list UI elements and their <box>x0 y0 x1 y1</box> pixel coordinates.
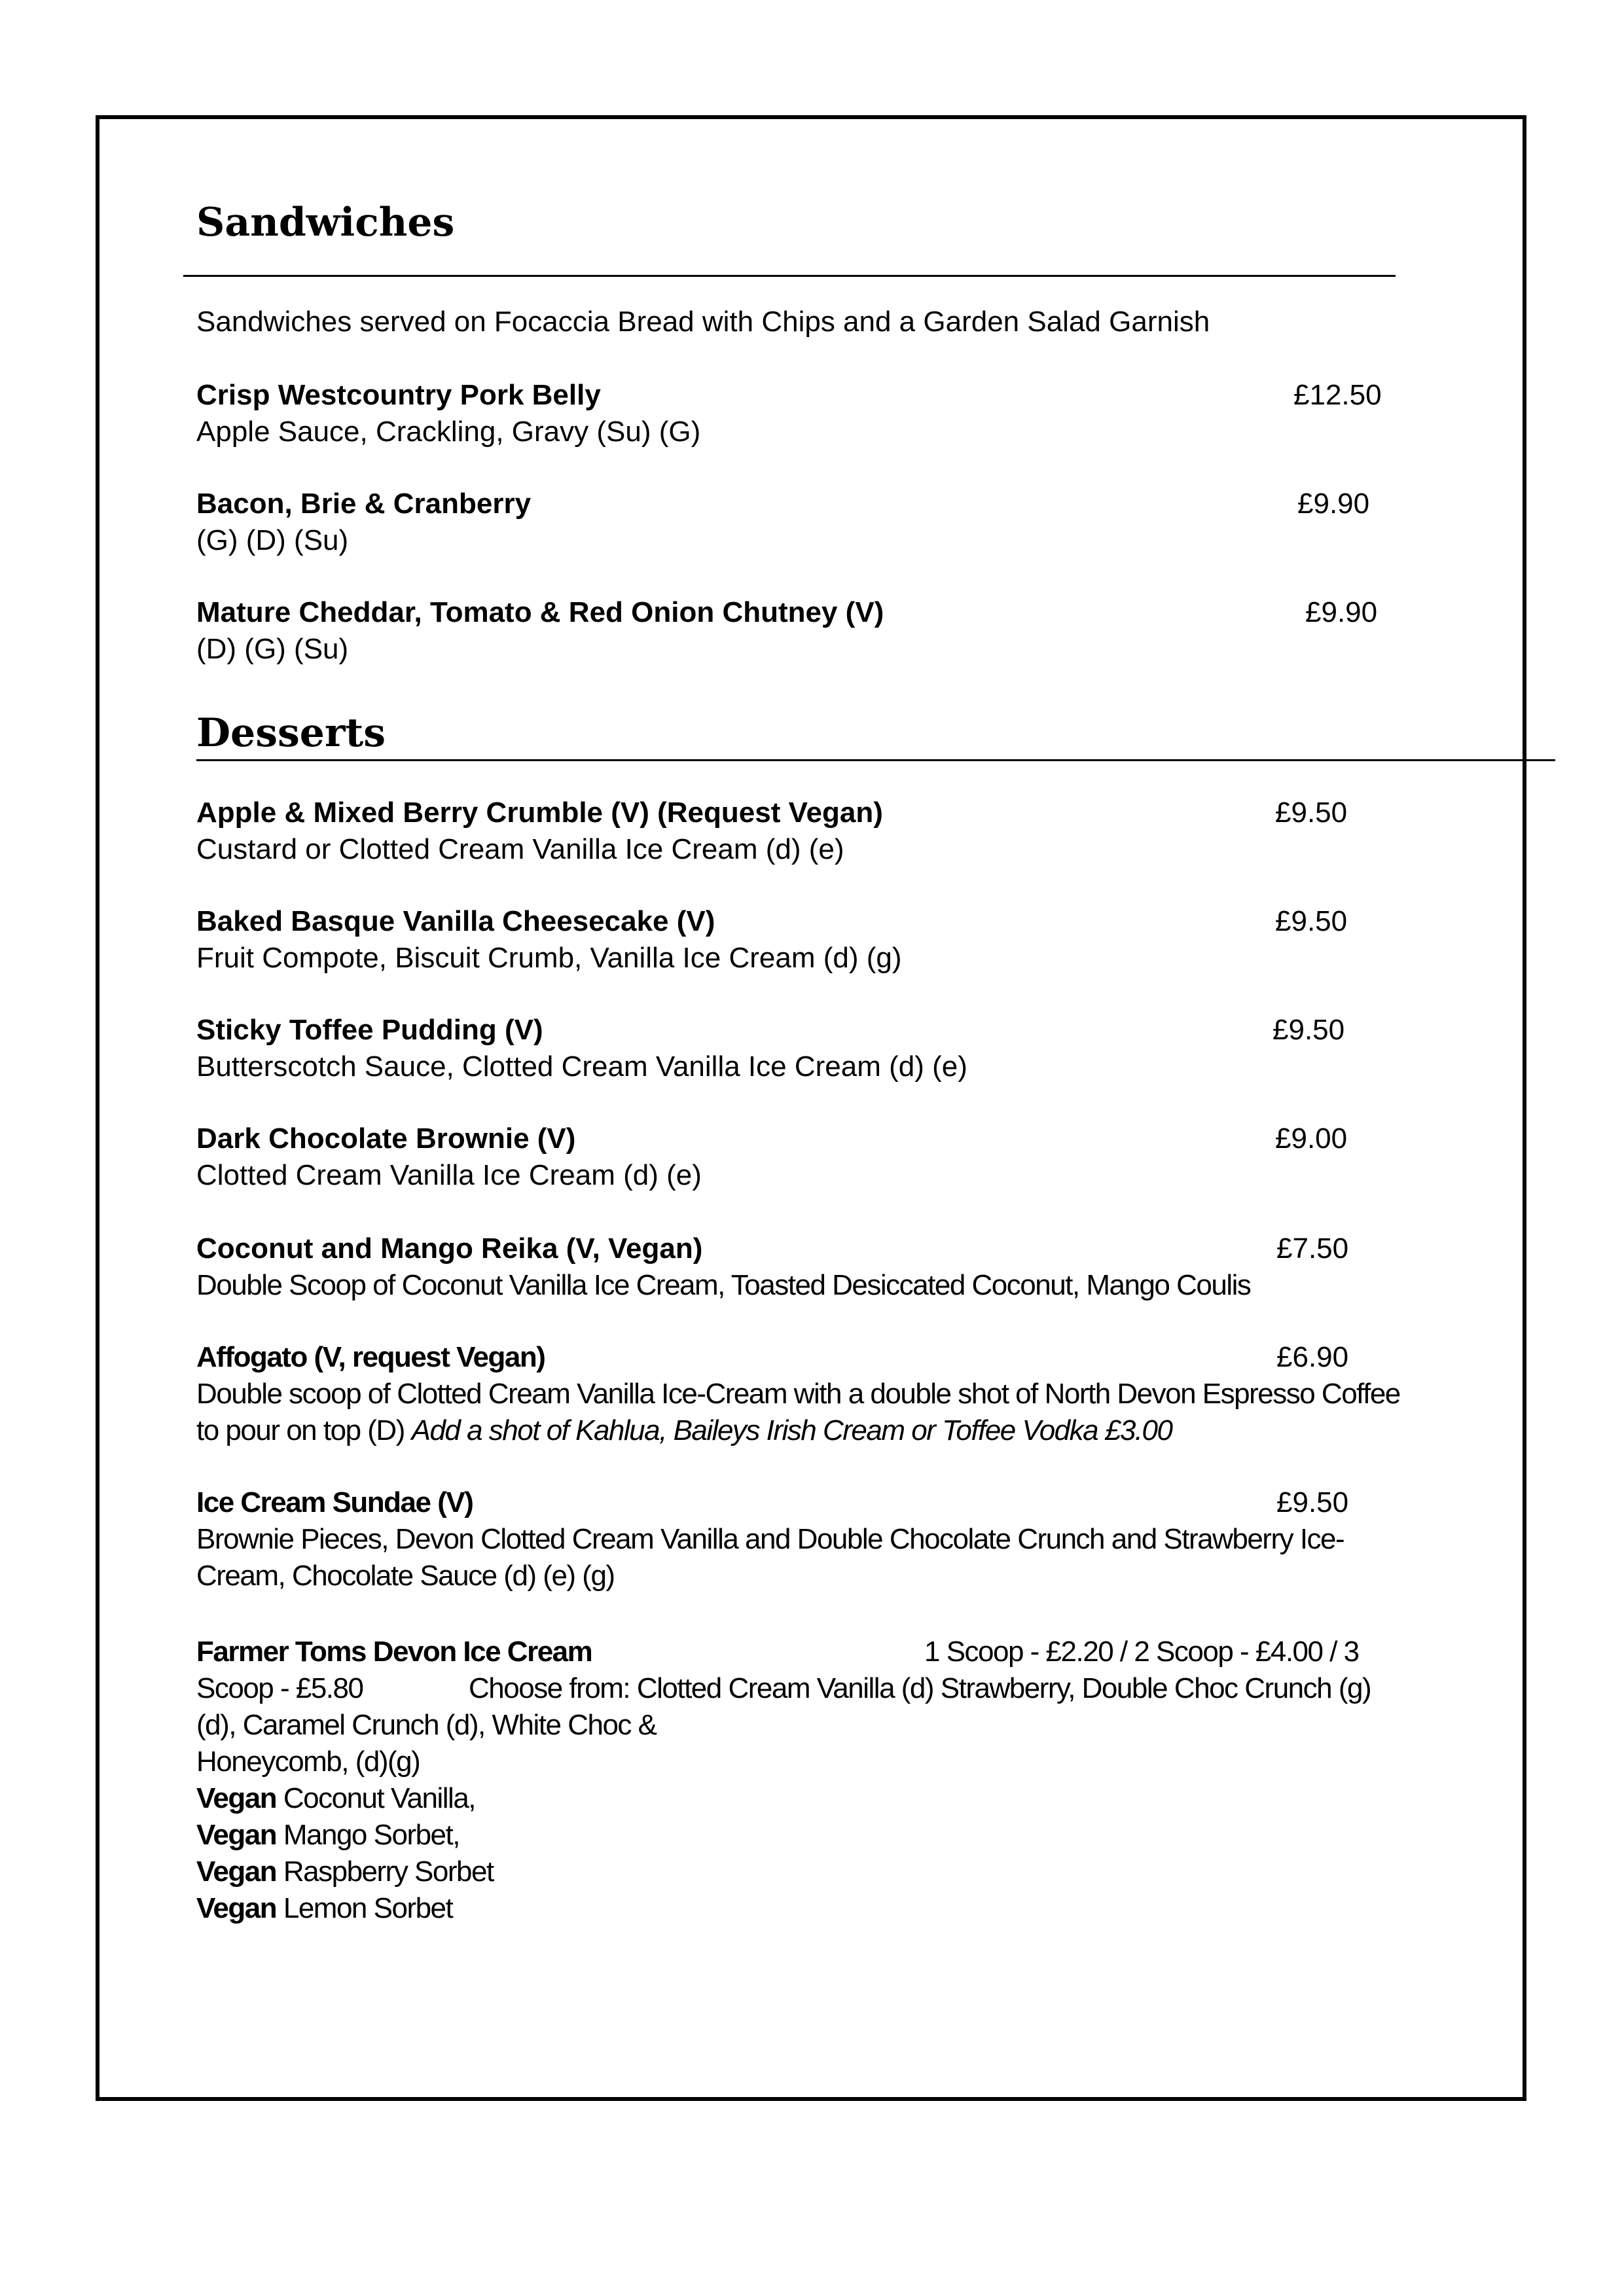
vegan-option <box>196 1890 1440 1927</box>
item-description: Clotted Cream Vanilla Ice Cream (d) (e) <box>196 1159 702 1191</box>
menu-item-sticky-toffee <box>196 1012 1427 1085</box>
ice-cream-price-line-1: 1 Scoop - £2.20 / 2 Scoop - £4.00 / 3 <box>924 1636 1359 1668</box>
affogato-description-text: Double scoop of Clotted Cream Vanilla Ice-Cream with a double shot of North Devon Espresso Coffee to pour on top (D) <box>196 1378 1400 1446</box>
menu-item-pork-belly <box>196 377 1427 450</box>
item-price: £7.50 <box>1276 1232 1349 1265</box>
menu-item-brownie <box>196 1121 1427 1194</box>
vegan-label: Vegan <box>196 1782 277 1814</box>
sandwiches-intro: Sandwiches served on Focaccia Bread with Chips and a Garden Salad Garnish <box>196 306 1210 338</box>
item-description: Brownie Pieces, Devon Clotted Cream Vanilla and Double Chocolate Crunch and Strawberry Ice-Cream, Chocolate Sauce (d) (e) (g) <box>196 1523 1344 1592</box>
item-price: £6.90 <box>1276 1341 1349 1373</box>
ice-cream-price-line-2: Scoop - £5.80 <box>196 1672 363 1704</box>
item-description: (G) (D) (Su) <box>196 524 349 556</box>
vegan-flavour: Raspberry Sorbet <box>283 1856 494 1888</box>
vegan-option <box>196 1854 1440 1890</box>
item-name: Bacon, Brie & Cranberry <box>196 488 532 520</box>
item-price: £9.50 <box>1275 797 1348 829</box>
vegan-flavour: Mango Sorbet, <box>283 1819 460 1851</box>
item-price: £9.50 <box>1276 1486 1349 1518</box>
menu-item-cheesecake <box>196 903 1427 977</box>
item-description: Apple Sauce, Crackling, Gravy (Su) (G) <box>196 416 701 448</box>
item-name: Mature Cheddar, Tomato & Red Onion Chutney (V) <box>196 596 884 628</box>
ice-cream-name: Farmer Toms Devon Ice Cream <box>196 1636 592 1668</box>
item-name: Dark Chocolate Brownie (V) <box>196 1122 576 1155</box>
item-name: Affogato (V, request Vegan) <box>196 1341 545 1373</box>
vegan-option <box>196 1780 1440 1817</box>
item-name: Baked Basque Vanilla Cheesecake (V) <box>196 905 715 937</box>
item-name: Coconut and Mango Reika (V, Vegan) <box>196 1232 703 1265</box>
menu-item-sundae <box>196 1484 1427 1594</box>
item-name: Sticky Toffee Pudding (V) <box>196 1014 543 1046</box>
sandwiches-heading: Sandwiches <box>196 200 455 245</box>
item-price: £9.90 <box>1305 596 1378 628</box>
vegan-label: Vegan <box>196 1892 277 1924</box>
item-description: Butterscotch Sauce, Clotted Cream Vanilla Ice Cream (d) (e) <box>196 1050 967 1083</box>
item-description: Double Scoop of Coconut Vanilla Ice Cream, Toasted Desiccated Coconut, Mango Coulis <box>196 1269 1251 1301</box>
menu-item-crumble <box>196 795 1427 868</box>
ice-cream-choose-line-1: Choose from: Clotted Cream Vanilla (d) Strawberry, Double Choc Crunch (g) <box>469 1672 1371 1704</box>
vegan-label: Vegan <box>196 1856 277 1888</box>
desserts-heading: Desserts <box>196 710 386 756</box>
item-description: Fruit Compote, Biscuit Crumb, Vanilla Ice Cream (d) (g) <box>196 942 902 974</box>
vegan-option <box>196 1817 1440 1854</box>
desserts-divider <box>196 759 1555 761</box>
item-description <box>196 1376 1427 1449</box>
item-description: Custard or Clotted Cream Vanilla Ice Cream (d) (e) <box>196 833 844 865</box>
item-price: £9.90 <box>1297 488 1370 520</box>
item-description: (D) (G) (Su) <box>196 633 349 665</box>
item-price: £12.50 <box>1293 379 1382 411</box>
item-price: £9.50 <box>1272 1014 1345 1046</box>
menu-item-affogato <box>196 1339 1427 1449</box>
item-name: Crisp Westcountry Pork Belly <box>196 379 601 411</box>
ice-cream-choose-line-3: Honeycomb, (d)(g) <box>196 1746 420 1778</box>
vegan-label: Vegan <box>196 1819 277 1851</box>
vegan-flavour: Lemon Sorbet <box>283 1892 453 1924</box>
ice-cream-choose-line-2: (d), Caramel Crunch (d), White Choc & <box>196 1709 657 1741</box>
item-price: £9.00 <box>1275 1122 1348 1155</box>
menu-item-bacon-brie <box>196 486 1427 559</box>
item-price: £9.50 <box>1275 905 1348 937</box>
item-name: Ice Cream Sundae (V) <box>196 1486 473 1518</box>
item-name: Apple & Mixed Berry Crumble (V) (Request Vegan) <box>196 797 883 829</box>
ice-cream-section <box>196 1634 1440 1927</box>
menu-item-coconut-mango <box>196 1230 1427 1304</box>
menu-item-cheddar-chutney <box>196 594 1427 668</box>
vegan-flavour: Coconut Vanilla, <box>283 1782 476 1814</box>
sandwiches-divider <box>183 275 1396 277</box>
affogato-addon-note: Add a shot of Kahlua, Baileys Irish Cream or Toffee Vodka £3.00 <box>411 1414 1172 1446</box>
